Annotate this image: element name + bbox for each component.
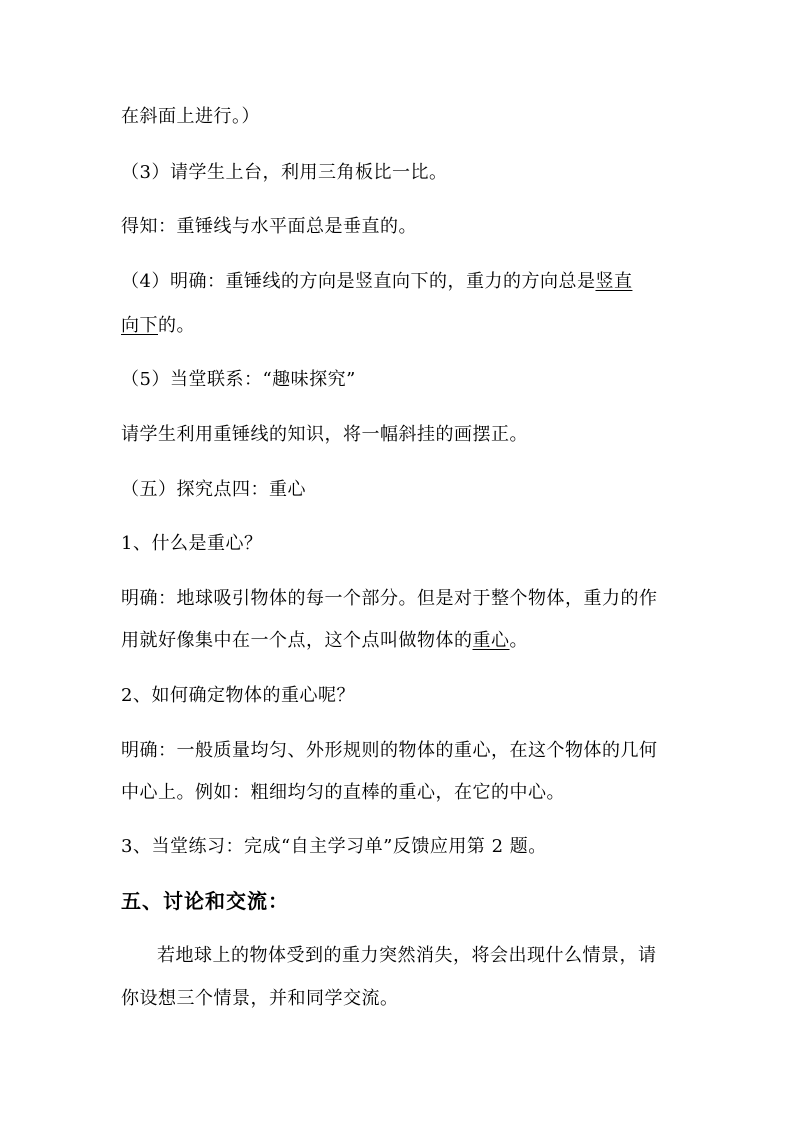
- step-4-end: 的。: [158, 315, 195, 336]
- section-heading: （五）探究点四：重心: [121, 479, 306, 500]
- conclusion-line: 得知：重锤线与水平面总是垂直的。: [121, 216, 417, 237]
- answer-1-line-1: 明确：地球吸引物体的每一个部分。但是对于整个物体，重力的作: [121, 588, 658, 609]
- question-2: 2、如何确定物体的重心呢？: [121, 685, 355, 706]
- step-3-line: （3）请学生上台，利用三角板比一比。: [121, 162, 448, 183]
- step-4-text: （4）明确：重锤线的方向是竖直向下的，重力的方向总是: [121, 271, 596, 292]
- activity-line: 请学生利用重锤线的知识，将一幅斜挂的画摆正。: [121, 424, 528, 445]
- step-4-line: [121, 271, 632, 293]
- underlined-term: 向下: [121, 315, 158, 336]
- answer-2-line-2: 中心上。例如：粗细均匀的直棒的重心，在它的中心。: [121, 782, 565, 803]
- question-1: 1、什么是重心？: [121, 533, 263, 554]
- answer-1-line-2: [121, 630, 528, 652]
- step-5-line: （5）当堂联系：“趣味探究”: [121, 369, 356, 390]
- discussion-line-2: 你设想三个情景，并和同学交流。: [121, 988, 399, 1009]
- answer-2-line-1: 明确：一般质量均匀、外形规则的物体的重心，在这个物体的几何: [121, 740, 658, 761]
- discussion-heading: 五、讨论和交流：: [121, 889, 289, 913]
- discussion-line-1: 若地球上的物体受到的重力突然消失，将会出现什么情景，请: [157, 945, 657, 966]
- text-line: 在斜面上进行。）: [121, 106, 260, 127]
- answer-1-text: 用就好像集中在一个点，这个点叫做物体的: [121, 630, 473, 651]
- underlined-term: 重心: [472, 630, 510, 651]
- underlined-term: 竖直: [595, 271, 633, 292]
- answer-1-end: 。: [509, 630, 528, 651]
- step-4-continuation: [121, 315, 195, 337]
- practice-line: 3、当堂练习：完成“自主学习单”反馈应用第 2 题。: [121, 836, 547, 857]
